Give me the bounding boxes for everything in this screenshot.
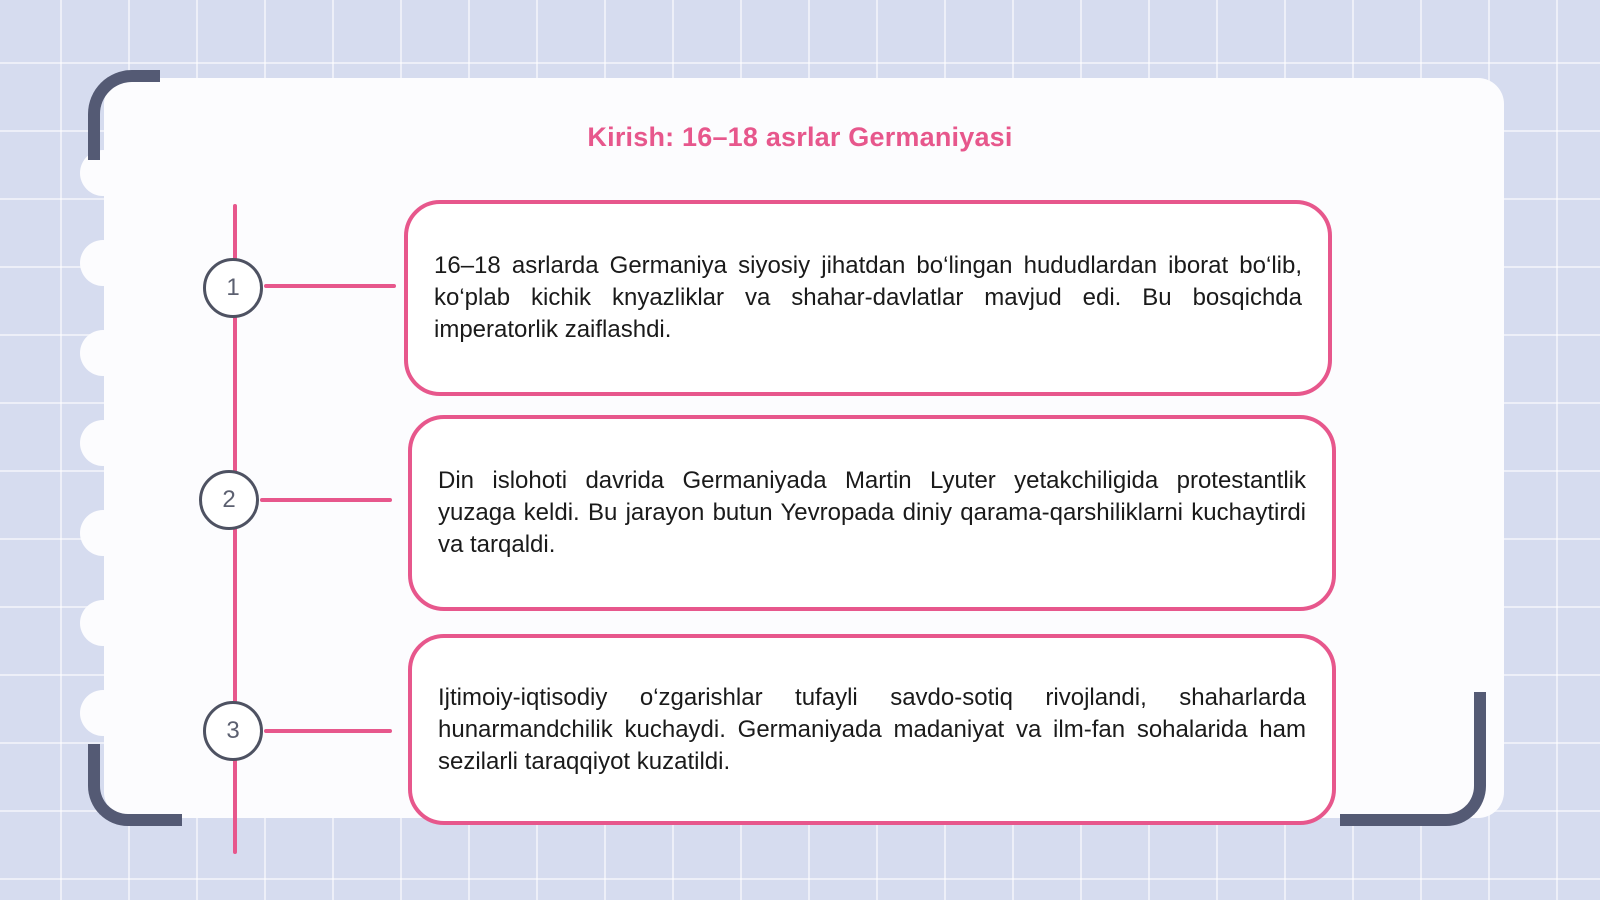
corner-bracket-bottom-left	[88, 744, 182, 826]
corner-bracket-bottom-right	[1340, 692, 1486, 826]
notebook-hole	[80, 690, 126, 736]
notebook-hole	[80, 330, 126, 376]
notebook-hole	[80, 600, 126, 646]
timeline-item-1	[404, 200, 1332, 396]
slide-title: Kirish: 16–18 asrlar Germaniyasi	[587, 122, 1013, 152]
timeline-item-text: 16–18 asrlarda Germaniya siyosiy jihatdan bo‘lingan hududlardan iborat bo‘lib, ko‘plab kichik knyazliklar va shahar-davlatlar mavjud edi. Bu bosqichda imperatorlik zaiflashdi.	[434, 252, 1302, 343]
notebook-hole	[80, 420, 126, 466]
timeline-connector	[264, 284, 396, 288]
timeline-item-text: Din islohoti davrida Germaniyada Martin Lyuter yetakchiligida protestantlik yuzaga keldi. Bu jarayon butun Yevropada diniy qarama-qarshiliklarni kuchaytirdi va tarqaldi.	[438, 467, 1306, 558]
timeline-connector	[264, 729, 392, 733]
timeline-marker-2: 2	[199, 470, 259, 530]
timeline-item-text: Ijtimoiy-iqtisodiy o‘zgarishlar tufayli savdo-sotiq rivojlandi, shaharlarda hunarmandchilik kuchaydi. Germaniyada madaniyat va ilm-fan sohalarida ham sezilarli taraqqiyot kuzatildi.	[438, 683, 1306, 775]
notebook-hole	[80, 240, 126, 286]
notebook-hole	[80, 510, 126, 556]
timeline-item-3	[408, 634, 1336, 825]
timeline-marker-3: 3	[203, 701, 263, 761]
timeline-marker-1: 1	[203, 258, 263, 318]
timeline-item-2	[408, 415, 1336, 611]
timeline-connector	[260, 498, 392, 502]
